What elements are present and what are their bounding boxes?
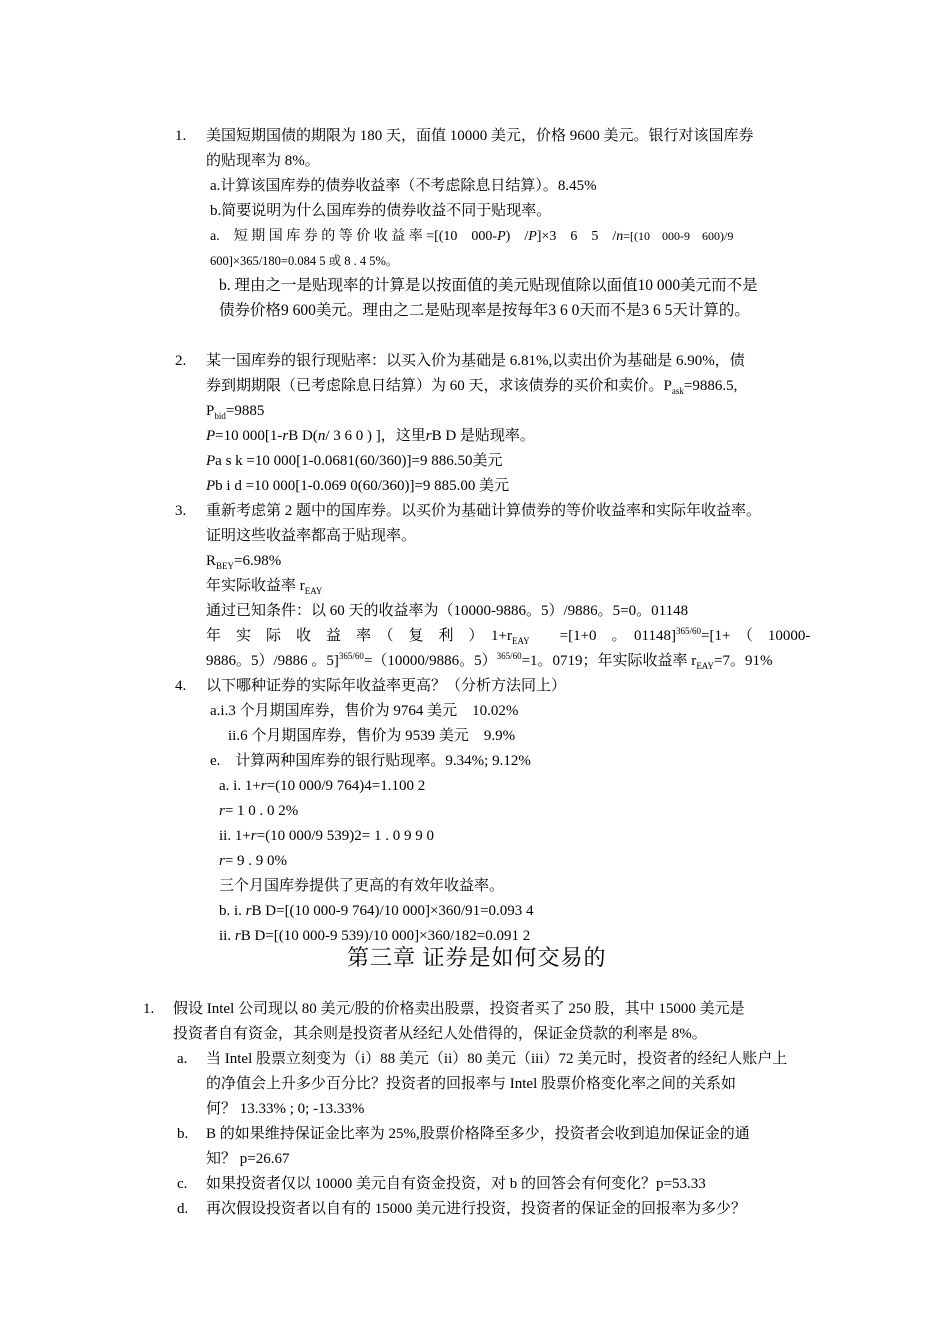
- ch3-q1-c-line1: 如果投资者仅以 10000 美元自有资金投资，对 b 的回答会有何变化？p=53.33: [206, 1176, 706, 1192]
- q2-ask-price: Pa s k =10 000[1-0.0681(60/360)]=9 886.50美元: [206, 453, 503, 469]
- q2-number: 2.: [175, 353, 187, 369]
- q4-conclusion: 三个月国库券提供了更高的有效年收益率。: [219, 878, 505, 894]
- ch3-q1-line1: 假设 Intel 公司现以 80 美元/股的价格卖出股票，投资者买了 250 股，其中 15000 美元是: [173, 1001, 745, 1017]
- q1-part-a: a.计算该国库券的债券收益率（不考虑除息日结算）。8.45%: [210, 178, 597, 194]
- q4-solution-2: r= 1 0 . 0 2%: [219, 803, 299, 819]
- q4-solution-7: ii. rB D=[(10 000-9 539)/10 000]×360/182=0.091 2: [219, 928, 531, 944]
- ch3-q1-b-label: b.: [177, 1126, 189, 1142]
- q1-answer-a-line1: a. 短 期 国 库 券 的 等 价 收 益 率 =[(10 000-P) /P]×3 6 5 /n=[(10 000-9 600)/9: [210, 229, 734, 244]
- q3-calc3: 9886。5）/9886 。5]$^{365/60}$=（10000/9886。5）$^{365/60}$=1。0719；年实际收益率 $r_{EAY}=7$。91%: [206, 651, 773, 671]
- q3-rbey: $R_{BEY}=6.98\%$: [206, 553, 282, 571]
- chapter-title: 第三章 证券是如何交易的: [347, 945, 607, 970]
- ch3-q1-b-line1: B 的如果维持保证金比率为 25%,股票价格降至多少，投资者会收到追加保证金的通: [206, 1126, 750, 1142]
- q4-solution-6: b. i. rB D=[(10 000-9 764)/10 000]×360/91=0.093 4: [219, 903, 534, 919]
- ch3-q1-a-line2: 的净值会上升多少百分比？投资者的回报率与 Intel 股票价格变化率之间的关系如: [206, 1076, 736, 1092]
- q4-solution-4: r= 9 . 9 0%: [219, 853, 288, 869]
- q2-formula: P=10 000[1-rB D(n/ 3 6 0 ) ]，这里rB D 是贴现率。: [206, 428, 535, 444]
- q2-bid-price: Pb i d =10 000[1-0.069 0(60/360)]=9 885.00 美元: [206, 478, 510, 494]
- q4-a-i: a.i.3 个月期国库券，售价为 9764 美元 10.02%: [210, 703, 519, 719]
- q2-line1: 某一国库券的银行现贴率：以买入价为基础是 6.81%,以卖出价为基础是 6.90%，债: [206, 353, 745, 369]
- q4-line1: 以下哪种证券的实际年收益率更高？（分析方法同上）: [206, 678, 567, 694]
- q1-answer-a-line2: 600]×365/180=0.084 5 或 8 . 4 5%。: [210, 254, 399, 268]
- ch3-q1-a-line1: 当 Intel 股票立刻变为（i）88 美元（ii）80 美元（iii）72 美元时，投资者的经纪人账户上: [206, 1051, 788, 1067]
- q1-answer-b-line2: 债券价格9 600美元。理由之二是贴现率是按每年3 6 0天而不是3 6 5天计算的。: [219, 302, 750, 319]
- q2-line3: $P_{bid}=9885$: [206, 403, 265, 421]
- ch3-q1-number: 1.: [143, 1001, 155, 1017]
- ch3-q1-d-line1: 再次假设投资者以自有的 15000 美元进行投资，投资者的保证金的回报率为多少？: [206, 1201, 747, 1217]
- ch3-q1-line2: 投资者自有资金，其余则是投资者从经纪人处借得的，保证金贷款的利率是 8%。: [173, 1026, 707, 1042]
- q4-a-ii: ii.6 个月期国库券，售价为 9539 美元 9.9%: [228, 728, 516, 744]
- ch3-q1-a-line3: 何？ 13.33% ; 0; -13.33%: [206, 1101, 365, 1117]
- ch3-q1-b-line2: 知？ p=26.67: [206, 1151, 290, 1167]
- ch3-q1-c-label: c.: [177, 1176, 188, 1192]
- ch3-q1-a-label: a.: [177, 1051, 188, 1067]
- q4-solution-1: a. i. 1+r=(10 000/9 764)4=1.100 2: [219, 778, 426, 794]
- q1-part-b: b.简要说明为什么国库券的债券收益不同于贴现率。: [210, 203, 552, 219]
- q3-calc1: 通过已知条件：以 60 天的收益率为（10000-9886。5）/9886。5=0。01148: [206, 603, 689, 619]
- q4-solution-3: ii. 1+r=(10 000/9 539)2= 1 . 0 9 9 0: [219, 828, 434, 844]
- q1-answer-b-line1: b. 理由之一是贴现率的计算是以按面值的美元贴现值除以面值10 000美元而不是: [219, 277, 758, 294]
- q3-calc2: 年 实 际 收 益 率 （ 复 利 ） $1+r_{EAY}$ =[1+0 。 01148]$^{365/60}$=[1+ （ 10000-: [206, 626, 811, 646]
- q4-number: 4.: [175, 678, 187, 694]
- q2-line2: 券到期期限（已考虑除息日结算）为 60 天，求该债券的买价和卖价。$P_{ask}=9886.5$,: [206, 378, 738, 396]
- ch3-q1-d-label: d.: [177, 1201, 189, 1217]
- q3-number: 3.: [175, 503, 187, 519]
- q1-number: 1.: [175, 128, 187, 144]
- q4-e: e. 计算两种国库券的银行贴现率。9.34%; 9.12%: [210, 753, 531, 769]
- q3-line2: 证明这些收益率都高于贴现率。: [206, 528, 417, 544]
- q1-line2: 的贴现率为 8%。: [206, 153, 320, 169]
- q3-reay: 年实际收益率 $r_{EAY}$: [206, 578, 323, 596]
- q1-line1: 美国短期国债的期限为 180 天，面值 10000 美元，价格 9600 美元。银行对该国库券: [206, 128, 754, 144]
- q3-line1: 重新考虑第 2 题中的国库券。以买价为基础计算债券的等价收益率和实际年收益率。: [206, 503, 762, 519]
